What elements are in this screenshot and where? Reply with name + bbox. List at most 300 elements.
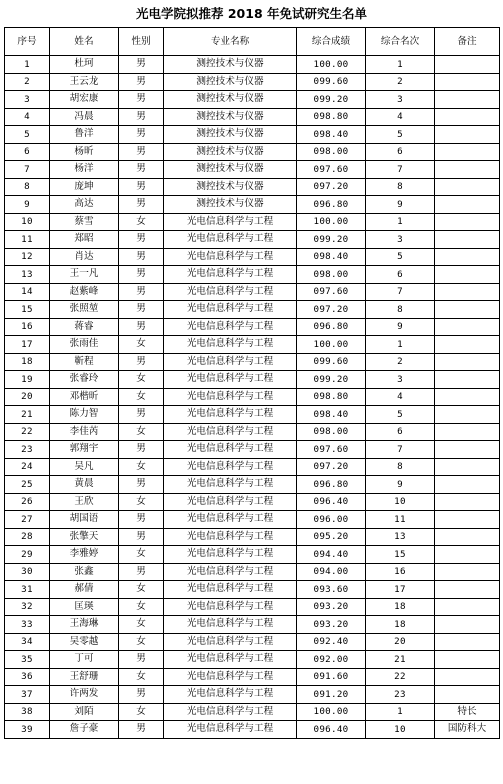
- cell-remark: [435, 108, 500, 126]
- cell-name: 张睿玲: [50, 371, 119, 389]
- cell-rank: 23: [366, 686, 435, 704]
- cell-remark: [435, 633, 500, 651]
- cell-rank: 8: [366, 458, 435, 476]
- cell-rank: 1: [366, 336, 435, 354]
- cell-major: 光电信息科学与工程: [164, 231, 297, 249]
- cell-major: 光电信息科学与工程: [164, 581, 297, 599]
- cell-remark: [435, 563, 500, 581]
- cell-index: 27: [5, 511, 50, 529]
- cell-major: 光电信息科学与工程: [164, 266, 297, 284]
- cell-gender: 女: [119, 493, 164, 511]
- cell-rank: 7: [366, 161, 435, 179]
- cell-index: 14: [5, 283, 50, 301]
- cell-score: 097.20: [297, 458, 366, 476]
- cell-gender: 女: [119, 458, 164, 476]
- table-row: [5, 423, 500, 441]
- cell-rank: 2: [366, 353, 435, 371]
- cell-gender: 男: [119, 441, 164, 459]
- cell-gender: 男: [119, 318, 164, 336]
- table-row: [5, 598, 500, 616]
- table-row: [5, 528, 500, 546]
- cell-major: 光电信息科学与工程: [164, 353, 297, 371]
- cell-index: 19: [5, 371, 50, 389]
- cell-remark: [435, 668, 500, 686]
- cell-gender: 男: [119, 301, 164, 319]
- col-header-rank: 综合名次: [366, 28, 435, 56]
- cell-remark: [435, 511, 500, 529]
- cell-rank: 8: [366, 178, 435, 196]
- cell-index: 32: [5, 598, 50, 616]
- cell-rank: 10: [366, 493, 435, 511]
- cell-index: 24: [5, 458, 50, 476]
- cell-rank: 11: [366, 511, 435, 529]
- cell-score: 098.00: [297, 143, 366, 161]
- cell-gender: 男: [119, 196, 164, 214]
- cell-score: 096.00: [297, 511, 366, 529]
- table-row: [5, 388, 500, 406]
- col-header-index: 序号: [5, 28, 50, 56]
- table-row: [5, 493, 500, 511]
- cell-remark: [435, 616, 500, 634]
- cell-rank: 17: [366, 581, 435, 599]
- cell-name: 李雅婷: [50, 546, 119, 564]
- page-title: 光电学院拟推荐 2018 年免试研究生名单: [136, 6, 367, 21]
- cell-index: 2: [5, 73, 50, 91]
- cell-rank: 13: [366, 528, 435, 546]
- cell-score: 092.40: [297, 633, 366, 651]
- cell-score: 095.20: [297, 528, 366, 546]
- cell-remark: [435, 318, 500, 336]
- cell-remark: [435, 371, 500, 389]
- cell-rank: 5: [366, 406, 435, 424]
- cell-major: 光电信息科学与工程: [164, 318, 297, 336]
- cell-gender: 女: [119, 388, 164, 406]
- cell-remark: [435, 651, 500, 669]
- cell-remark: [435, 686, 500, 704]
- cell-name: 匡瑛: [50, 598, 119, 616]
- cell-remark: [435, 546, 500, 564]
- cell-name: 邓楷昕: [50, 388, 119, 406]
- cell-index: 31: [5, 581, 50, 599]
- cell-major: 光电信息科学与工程: [164, 476, 297, 494]
- table-row: [5, 406, 500, 424]
- cell-remark: [435, 248, 500, 266]
- cell-index: 6: [5, 143, 50, 161]
- table-row: [5, 651, 500, 669]
- cell-name: 郝倩: [50, 581, 119, 599]
- cell-index: 28: [5, 528, 50, 546]
- table-row: [5, 56, 500, 74]
- cell-name: 王舒珊: [50, 668, 119, 686]
- cell-gender: 男: [119, 721, 164, 739]
- cell-rank: 9: [366, 476, 435, 494]
- cell-name: 杜珂: [50, 56, 119, 74]
- cell-major: 光电信息科学与工程: [164, 458, 297, 476]
- cell-rank: 10: [366, 721, 435, 739]
- cell-major: 光电信息科学与工程: [164, 388, 297, 406]
- cell-gender: 男: [119, 651, 164, 669]
- cell-name: 杨洋: [50, 161, 119, 179]
- cell-name: 蒋睿: [50, 318, 119, 336]
- cell-gender: 女: [119, 371, 164, 389]
- cell-rank: 9: [366, 196, 435, 214]
- cell-name: 吴零越: [50, 633, 119, 651]
- cell-gender: 男: [119, 126, 164, 144]
- table-row: [5, 283, 500, 301]
- cell-major: 测控技术与仪器: [164, 73, 297, 91]
- cell-score: 100.00: [297, 336, 366, 354]
- table-row: [5, 546, 500, 564]
- cell-gender: 男: [119, 686, 164, 704]
- cell-gender: 男: [119, 406, 164, 424]
- table-row: [5, 616, 500, 634]
- cell-index: 1: [5, 56, 50, 74]
- table-header-row: [5, 28, 500, 56]
- cell-remark: [435, 126, 500, 144]
- table-row: [5, 441, 500, 459]
- table-row: [5, 161, 500, 179]
- cell-rank: 6: [366, 423, 435, 441]
- cell-index: 20: [5, 388, 50, 406]
- cell-score: 099.20: [297, 231, 366, 249]
- cell-index: 38: [5, 703, 50, 721]
- cell-major: 光电信息科学与工程: [164, 528, 297, 546]
- cell-rank: 18: [366, 598, 435, 616]
- cell-gender: 女: [119, 633, 164, 651]
- cell-major: 光电信息科学与工程: [164, 248, 297, 266]
- cell-rank: 3: [366, 371, 435, 389]
- cell-major: 光电信息科学与工程: [164, 371, 297, 389]
- cell-score: 092.00: [297, 651, 366, 669]
- table-row: [5, 231, 500, 249]
- cell-score: 099.20: [297, 91, 366, 109]
- cell-gender: 男: [119, 73, 164, 91]
- cell-index: 13: [5, 266, 50, 284]
- table-row: [5, 668, 500, 686]
- cell-gender: 女: [119, 336, 164, 354]
- col-header-score: 综合成绩: [297, 28, 366, 56]
- cell-major: 测控技术与仪器: [164, 161, 297, 179]
- cell-rank: 7: [366, 441, 435, 459]
- cell-rank: 4: [366, 108, 435, 126]
- cell-gender: 男: [119, 108, 164, 126]
- cell-index: 26: [5, 493, 50, 511]
- cell-index: 5: [5, 126, 50, 144]
- col-header-name: 姓名: [50, 28, 119, 56]
- table-row: [5, 371, 500, 389]
- cell-score: 098.00: [297, 423, 366, 441]
- cell-major: 测控技术与仪器: [164, 56, 297, 74]
- cell-remark: [435, 441, 500, 459]
- cell-remark: [435, 336, 500, 354]
- cell-name: 赵紫峰: [50, 283, 119, 301]
- table-row: [5, 126, 500, 144]
- cell-score: 091.60: [297, 668, 366, 686]
- recommendation-table: [4, 27, 500, 739]
- cell-remark: [435, 598, 500, 616]
- cell-score: 098.40: [297, 248, 366, 266]
- table-row: [5, 336, 500, 354]
- cell-rank: 18: [366, 616, 435, 634]
- table-row: [5, 458, 500, 476]
- cell-index: 21: [5, 406, 50, 424]
- cell-name: 冯晨: [50, 108, 119, 126]
- cell-rank: 1: [366, 703, 435, 721]
- table-row: [5, 196, 500, 214]
- cell-major: 测控技术与仪器: [164, 178, 297, 196]
- cell-rank: 3: [366, 231, 435, 249]
- cell-gender: 男: [119, 178, 164, 196]
- cell-name: 吴凡: [50, 458, 119, 476]
- cell-score: 096.80: [297, 318, 366, 336]
- cell-major: 测控技术与仪器: [164, 143, 297, 161]
- cell-index: 3: [5, 91, 50, 109]
- cell-index: 33: [5, 616, 50, 634]
- table-row: [5, 721, 500, 739]
- cell-major: 光电信息科学与工程: [164, 598, 297, 616]
- cell-index: 4: [5, 108, 50, 126]
- table-row: [5, 633, 500, 651]
- table-row: [5, 511, 500, 529]
- cell-score: 098.80: [297, 388, 366, 406]
- cell-major: 光电信息科学与工程: [164, 423, 297, 441]
- cell-rank: 1: [366, 56, 435, 74]
- cell-index: 11: [5, 231, 50, 249]
- cell-major: 光电信息科学与工程: [164, 511, 297, 529]
- table-row: [5, 703, 500, 721]
- cell-gender: 女: [119, 703, 164, 721]
- cell-score: 099.60: [297, 73, 366, 91]
- table-row: [5, 248, 500, 266]
- cell-major: 光电信息科学与工程: [164, 668, 297, 686]
- cell-rank: 20: [366, 633, 435, 651]
- cell-index: 23: [5, 441, 50, 459]
- cell-score: 097.60: [297, 283, 366, 301]
- cell-rank: 3: [366, 91, 435, 109]
- cell-score: 100.00: [297, 213, 366, 231]
- cell-score: 098.00: [297, 266, 366, 284]
- cell-rank: 15: [366, 546, 435, 564]
- cell-remark: [435, 458, 500, 476]
- cell-score: 094.40: [297, 546, 366, 564]
- cell-rank: 5: [366, 126, 435, 144]
- cell-gender: 男: [119, 161, 164, 179]
- cell-name: 王欣: [50, 493, 119, 511]
- cell-major: 光电信息科学与工程: [164, 616, 297, 634]
- cell-major: 测控技术与仪器: [164, 108, 297, 126]
- cell-score: 100.00: [297, 56, 366, 74]
- table-row: [5, 178, 500, 196]
- cell-gender: 女: [119, 598, 164, 616]
- cell-name: 蔡雪: [50, 213, 119, 231]
- cell-gender: 男: [119, 563, 164, 581]
- cell-major: 光电信息科学与工程: [164, 213, 297, 231]
- cell-name: 陈力智: [50, 406, 119, 424]
- table-row: [5, 108, 500, 126]
- cell-major: 光电信息科学与工程: [164, 336, 297, 354]
- cell-remark: [435, 423, 500, 441]
- cell-rank: 2: [366, 73, 435, 91]
- cell-name: 黄晨: [50, 476, 119, 494]
- cell-rank: 1: [366, 213, 435, 231]
- cell-gender: 男: [119, 283, 164, 301]
- cell-rank: 5: [366, 248, 435, 266]
- cell-name: 庞坤: [50, 178, 119, 196]
- table-row: [5, 91, 500, 109]
- cell-major: 光电信息科学与工程: [164, 563, 297, 581]
- cell-index: 7: [5, 161, 50, 179]
- cell-score: 099.20: [297, 371, 366, 389]
- cell-gender: 男: [119, 353, 164, 371]
- cell-rank: 22: [366, 668, 435, 686]
- table-row: [5, 301, 500, 319]
- cell-rank: 21: [366, 651, 435, 669]
- cell-remark: [435, 196, 500, 214]
- cell-major: 光电信息科学与工程: [164, 686, 297, 704]
- table-row: [5, 581, 500, 599]
- table-row: [5, 353, 500, 371]
- cell-gender: 男: [119, 528, 164, 546]
- cell-major: 光电信息科学与工程: [164, 441, 297, 459]
- cell-score: 098.40: [297, 126, 366, 144]
- cell-remark: 国防科大: [435, 721, 500, 739]
- cell-score: 098.40: [297, 406, 366, 424]
- cell-name: 高达: [50, 196, 119, 214]
- cell-score: 097.60: [297, 161, 366, 179]
- cell-remark: [435, 406, 500, 424]
- cell-score: 093.20: [297, 598, 366, 616]
- table-row: [5, 143, 500, 161]
- cell-remark: [435, 353, 500, 371]
- cell-remark: [435, 528, 500, 546]
- cell-rank: 9: [366, 318, 435, 336]
- cell-name: 张照堃: [50, 301, 119, 319]
- cell-score: 091.20: [297, 686, 366, 704]
- table-row: [5, 563, 500, 581]
- cell-rank: 16: [366, 563, 435, 581]
- table-row: [5, 213, 500, 231]
- table-row: [5, 686, 500, 704]
- cell-name: 胡宏康: [50, 91, 119, 109]
- cell-name: 许两发: [50, 686, 119, 704]
- cell-index: 37: [5, 686, 50, 704]
- cell-remark: [435, 301, 500, 319]
- cell-index: 29: [5, 546, 50, 564]
- cell-name: 胡国语: [50, 511, 119, 529]
- table-row: [5, 318, 500, 336]
- cell-major: 光电信息科学与工程: [164, 721, 297, 739]
- table-row: [5, 73, 500, 91]
- cell-name: 王云龙: [50, 73, 119, 91]
- cell-gender: 男: [119, 143, 164, 161]
- cell-score: 097.60: [297, 441, 366, 459]
- cell-gender: 女: [119, 213, 164, 231]
- cell-index: 8: [5, 178, 50, 196]
- cell-name: 鲁洋: [50, 126, 119, 144]
- cell-remark: [435, 388, 500, 406]
- cell-rank: 6: [366, 266, 435, 284]
- cell-gender: 男: [119, 511, 164, 529]
- cell-gender: 女: [119, 423, 164, 441]
- cell-remark: [435, 231, 500, 249]
- cell-name: 张鑫: [50, 563, 119, 581]
- cell-name: 张擎天: [50, 528, 119, 546]
- cell-score: 096.40: [297, 493, 366, 511]
- cell-remark: [435, 56, 500, 74]
- cell-major: 光电信息科学与工程: [164, 493, 297, 511]
- cell-remark: [435, 283, 500, 301]
- cell-score: 097.20: [297, 178, 366, 196]
- cell-gender: 男: [119, 266, 164, 284]
- cell-remark: [435, 581, 500, 599]
- cell-index: 12: [5, 248, 50, 266]
- col-header-gender: 性别: [119, 28, 164, 56]
- cell-rank: 8: [366, 301, 435, 319]
- cell-remark: [435, 178, 500, 196]
- cell-index: 15: [5, 301, 50, 319]
- table-row: [5, 476, 500, 494]
- cell-score: 099.60: [297, 353, 366, 371]
- cell-rank: 6: [366, 143, 435, 161]
- cell-score: 094.00: [297, 563, 366, 581]
- cell-remark: [435, 73, 500, 91]
- table-row: [5, 266, 500, 284]
- cell-index: 18: [5, 353, 50, 371]
- cell-name: 王海琳: [50, 616, 119, 634]
- cell-major: 光电信息科学与工程: [164, 546, 297, 564]
- cell-major: 光电信息科学与工程: [164, 301, 297, 319]
- cell-rank: 7: [366, 283, 435, 301]
- cell-gender: 女: [119, 546, 164, 564]
- cell-name: 王一凡: [50, 266, 119, 284]
- cell-gender: 女: [119, 581, 164, 599]
- cell-major: 测控技术与仪器: [164, 196, 297, 214]
- cell-score: 096.80: [297, 476, 366, 494]
- cell-score: 093.60: [297, 581, 366, 599]
- cell-remark: 特长: [435, 703, 500, 721]
- cell-gender: 女: [119, 616, 164, 634]
- cell-name: 张雨佳: [50, 336, 119, 354]
- cell-gender: 男: [119, 231, 164, 249]
- cell-index: 39: [5, 721, 50, 739]
- cell-index: 34: [5, 633, 50, 651]
- col-header-major: 专业名称: [164, 28, 297, 56]
- cell-gender: 女: [119, 668, 164, 686]
- cell-score: 100.00: [297, 703, 366, 721]
- cell-remark: [435, 161, 500, 179]
- cell-index: 36: [5, 668, 50, 686]
- cell-major: 光电信息科学与工程: [164, 633, 297, 651]
- cell-index: 16: [5, 318, 50, 336]
- cell-gender: 男: [119, 248, 164, 266]
- cell-major: 测控技术与仪器: [164, 126, 297, 144]
- cell-name: 肖达: [50, 248, 119, 266]
- cell-remark: [435, 143, 500, 161]
- cell-remark: [435, 493, 500, 511]
- cell-major: 光电信息科学与工程: [164, 406, 297, 424]
- cell-name: 靳程: [50, 353, 119, 371]
- cell-index: 25: [5, 476, 50, 494]
- cell-major: 光电信息科学与工程: [164, 283, 297, 301]
- cell-index: 10: [5, 213, 50, 231]
- cell-remark: [435, 91, 500, 109]
- cell-index: 35: [5, 651, 50, 669]
- cell-index: 30: [5, 563, 50, 581]
- cell-score: 093.20: [297, 616, 366, 634]
- cell-name: 李佳芮: [50, 423, 119, 441]
- cell-index: 17: [5, 336, 50, 354]
- cell-name: 刘陌: [50, 703, 119, 721]
